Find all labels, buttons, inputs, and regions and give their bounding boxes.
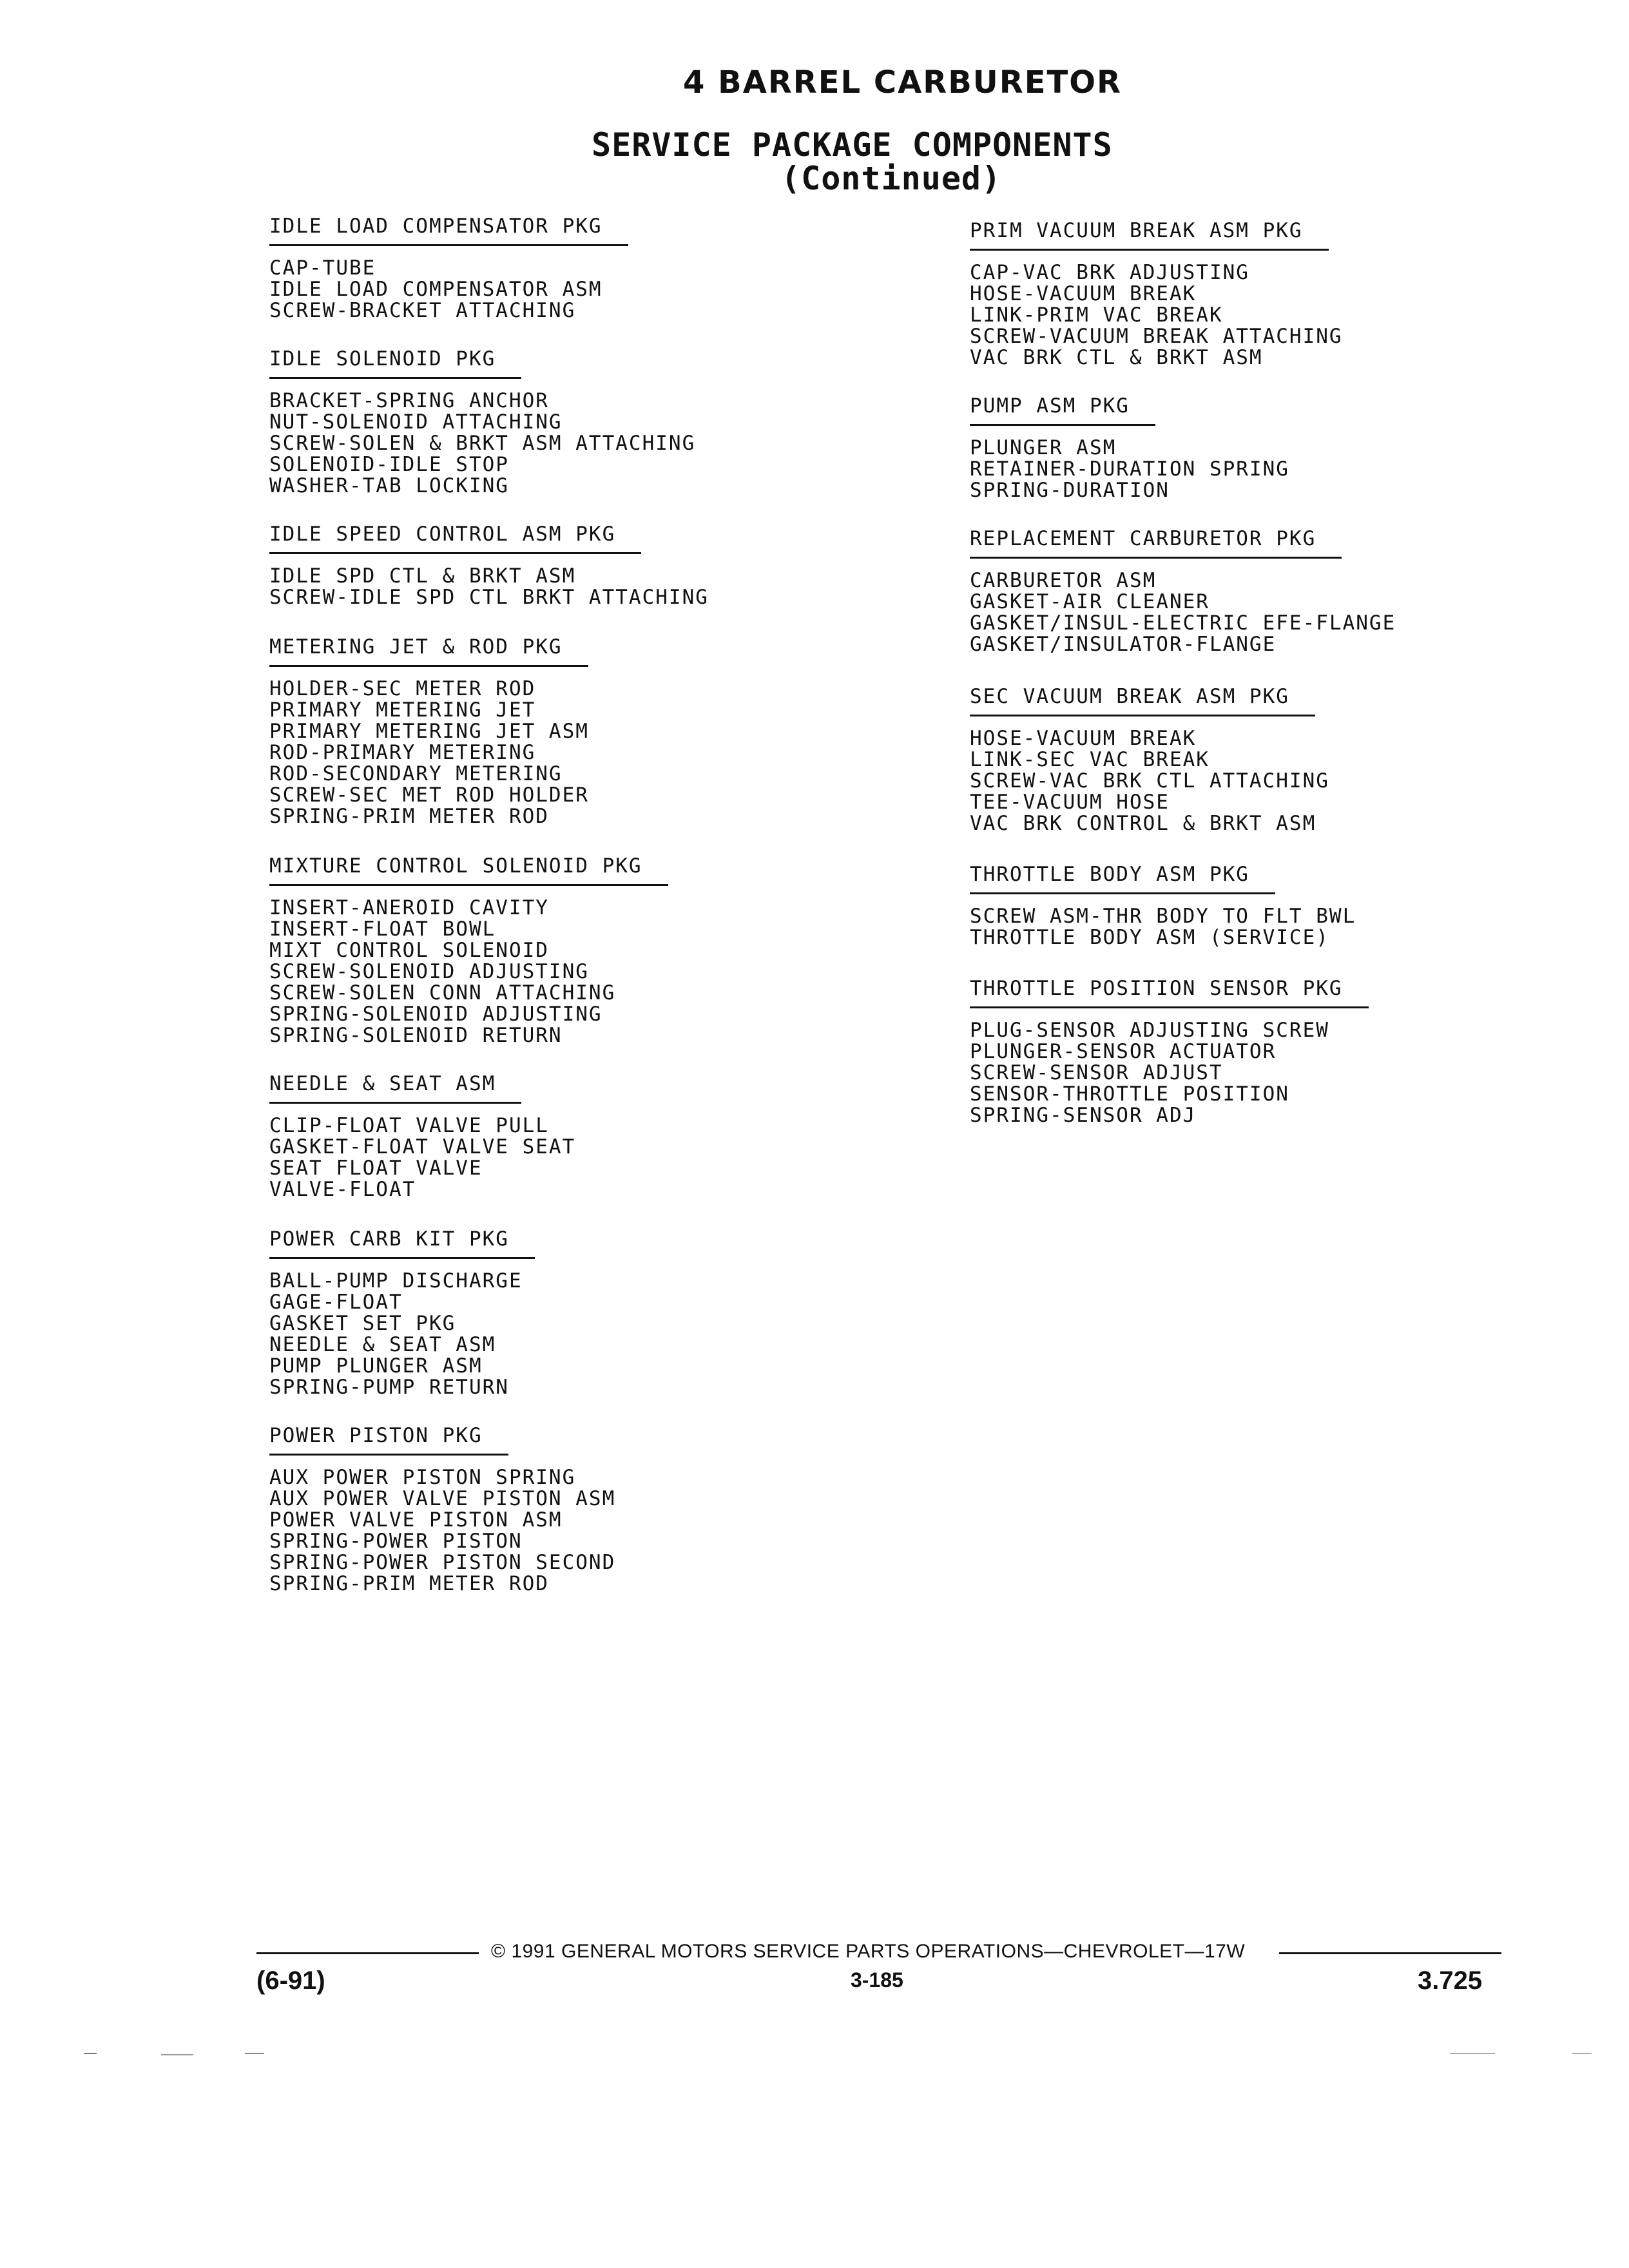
- component-item: HOLDER-SEC METER ROD: [269, 677, 536, 700]
- component-item: SCREW-SOLEN CONN ATTACHING: [269, 981, 616, 1004]
- section-title: IDLE SPEED CONTROL ASM PKG: [269, 523, 641, 554]
- component-item: HOSE-VACUUM BREAK: [970, 282, 1197, 305]
- component-item: CLIP-FLOAT VALVE PULL: [269, 1114, 549, 1137]
- component-item: PRIMARY METERING JET: [269, 698, 536, 722]
- component-item: INSERT-FLOAT BOWL: [269, 918, 496, 941]
- document-title: 4 BARREL CARBURETOR: [683, 64, 1123, 101]
- component-item: ROD-SECONDARY METERING: [269, 762, 563, 785]
- component-item: VAC BRK CONTROL & BRKT ASM: [970, 812, 1316, 835]
- component-item: IDLE SPD CTL & BRKT ASM: [269, 564, 576, 588]
- component-item: SPRING-PUMP RETURN: [269, 1376, 509, 1399]
- footer-page-number: 3-185: [851, 1968, 903, 1992]
- component-item: AUX POWER VALVE PISTON ASM: [269, 1487, 616, 1510]
- component-item: SPRING-SOLENOID ADJUSTING: [269, 1003, 602, 1026]
- footer-copyright: © 1991 GENERAL MOTORS SERVICE PARTS OPERATIONS—CHEVROLET—17W: [491, 1941, 1246, 1962]
- component-item: SPRING-PRIM METER ROD: [269, 1572, 549, 1595]
- footer-section-number: 3.725: [1418, 1966, 1483, 1995]
- component-item: SPRING-DURATION: [970, 479, 1170, 502]
- component-item: PUMP PLUNGER ASM: [269, 1354, 483, 1378]
- component-item: PLUG-SENSOR ADJUSTING SCREW: [970, 1019, 1329, 1042]
- component-item: TEE-VACUUM HOSE: [970, 791, 1170, 814]
- component-item: LINK-SEC VAC BREAK: [970, 748, 1210, 771]
- section-title: THROTTLE BODY ASM PKG: [970, 863, 1275, 894]
- component-item: AUX POWER PISTON SPRING: [269, 1466, 576, 1489]
- component-item: SPRING-SOLENOID RETURN: [269, 1024, 563, 1047]
- component-item: SCREW-BRACKET ATTACHING: [269, 299, 576, 322]
- section-title: POWER PISTON PKG: [269, 1424, 508, 1456]
- section-title: NEEDLE & SEAT ASM: [269, 1072, 521, 1104]
- component-item: SCREW-SOLENOID ADJUSTING: [269, 960, 589, 983]
- component-item: RETAINER-DURATION SPRING: [970, 457, 1289, 481]
- component-item: LINK-PRIM VAC BREAK: [970, 303, 1223, 327]
- component-item: WASHER-TAB LOCKING: [269, 474, 509, 497]
- component-item: PLUNGER-SENSOR ACTUATOR: [970, 1040, 1277, 1063]
- component-item: GAGE-FLOAT: [269, 1291, 403, 1314]
- component-item: GASKET-FLOAT VALVE SEAT: [269, 1135, 576, 1158]
- component-item: ROD-PRIMARY METERING: [269, 741, 536, 764]
- component-item: HOSE-VACUUM BREAK: [970, 727, 1197, 750]
- section-title: REPLACEMENT CARBURETOR PKG: [970, 527, 1342, 559]
- component-item: SPRING-POWER PISTON SECOND: [269, 1551, 616, 1574]
- component-item: PLUNGER ASM: [970, 436, 1117, 459]
- component-item: CAP-TUBE: [269, 256, 376, 280]
- component-item: SPRING-POWER PISTON: [269, 1530, 523, 1553]
- component-item: GASKET-AIR CLEANER: [970, 590, 1210, 613]
- section-title: IDLE SOLENOID PKG: [269, 347, 521, 379]
- component-item: SCREW-SEC MET ROD HOLDER: [269, 783, 589, 807]
- component-item: VAC BRK CTL & BRKT ASM: [970, 346, 1263, 369]
- component-item: SCREW-IDLE SPD CTL BRKT ATTACHING: [269, 586, 709, 609]
- component-item: IDLE LOAD COMPENSATOR ASM: [269, 278, 602, 301]
- component-item: INSERT-ANEROID CAVITY: [269, 896, 549, 919]
- section-title: PRIM VACUUM BREAK ASM PKG: [970, 219, 1329, 251]
- component-item: VALVE-FLOAT: [269, 1178, 416, 1201]
- section-title: IDLE LOAD COMPENSATOR PKG: [269, 215, 628, 246]
- section-title: POWER CARB KIT PKG: [269, 1227, 535, 1259]
- component-item: POWER VALVE PISTON ASM: [269, 1508, 563, 1532]
- component-item: BRACKET-SPRING ANCHOR: [269, 389, 549, 412]
- section-title: THROTTLE POSITION SENSOR PKG: [970, 977, 1369, 1008]
- component-item: SOLENOID-IDLE STOP: [269, 453, 509, 476]
- section-title: SEC VACUUM BREAK ASM PKG: [970, 685, 1315, 716]
- component-item: NEEDLE & SEAT ASM: [269, 1333, 496, 1356]
- component-item: SCREW ASM-THR BODY TO FLT BWL: [970, 905, 1356, 928]
- component-item: SPRING-PRIM METER ROD: [269, 805, 549, 828]
- component-item: SCREW-SOLEN & BRKT ASM ATTACHING: [269, 432, 696, 455]
- component-item: GASKET SET PKG: [269, 1312, 456, 1335]
- component-item: BALL-PUMP DISCHARGE: [269, 1269, 523, 1293]
- component-item: CARBURETOR ASM: [970, 569, 1157, 592]
- component-item: SEAT FLOAT VALVE: [269, 1157, 483, 1180]
- component-item: SPRING-SENSOR ADJ: [970, 1104, 1197, 1127]
- component-item: MIXT CONTROL SOLENOID: [269, 939, 549, 962]
- component-item: GASKET/INSUL-ELECTRIC EFE-FLANGE: [970, 611, 1396, 635]
- component-item: GASKET/INSULATOR-FLANGE: [970, 633, 1277, 656]
- component-item: PRIMARY METERING JET ASM: [269, 720, 589, 743]
- continued-label: (Continued): [781, 160, 1002, 197]
- footer-date: (6-91): [256, 1966, 325, 1995]
- component-item: THROTTLE BODY ASM (SERVICE): [970, 926, 1329, 949]
- component-item: SCREW-VACUUM BREAK ATTACHING: [970, 325, 1343, 348]
- component-item: SCREW-VAC BRK CTL ATTACHING: [970, 769, 1329, 793]
- document-subtitle: SERVICE PACKAGE COMPONENTS: [592, 126, 1113, 164]
- component-item: CAP-VAC BRK ADJUSTING: [970, 261, 1249, 284]
- component-item: SCREW-SENSOR ADJUST: [970, 1061, 1223, 1084]
- section-title: MIXTURE CONTROL SOLENOID PKG: [269, 854, 668, 886]
- section-title: PUMP ASM PKG: [970, 394, 1155, 426]
- section-title: METERING JET & ROD PKG: [269, 635, 588, 667]
- component-item: NUT-SOLENOID ATTACHING: [269, 410, 563, 434]
- component-item: SENSOR-THROTTLE POSITION: [970, 1082, 1289, 1106]
